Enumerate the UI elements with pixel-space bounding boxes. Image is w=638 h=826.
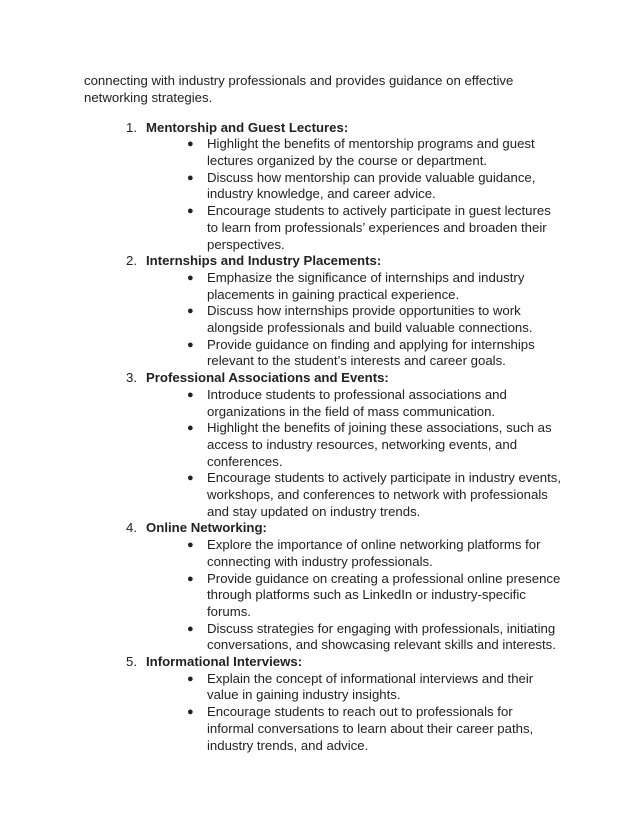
bullet-item — [84, 136, 562, 169]
bullet-dot-icon: ● — [187, 388, 194, 401]
section-number: 1. — [126, 119, 137, 135]
bullet-item — [84, 337, 562, 370]
bullet-item — [84, 420, 562, 470]
bullet-list — [84, 671, 578, 755]
numbered-list — [84, 120, 578, 755]
bullet-text: Provide guidance on creating a professional online presence through platforms such as LinkedIn or industry-specific forums. — [207, 570, 561, 619]
bullet-item — [84, 270, 562, 303]
bullet-dot-icon: ● — [187, 622, 194, 635]
list-section — [84, 520, 578, 654]
section-number: 5. — [126, 654, 137, 670]
bullet-dot-icon: ● — [187, 422, 194, 435]
bullet-text: Explain the concept of informational interviews and their value in gaining industry insights. — [207, 670, 534, 703]
section-number: 2. — [126, 253, 137, 269]
list-section — [84, 370, 578, 520]
section-title: Informational Interviews: — [146, 654, 303, 670]
bullet-text: Highlight the benefits of joining these associations, such as access to industry resources, networking events, and conferences. — [207, 420, 552, 469]
bullet-text: Explore the importance of online networking platforms for connecting with industry professionals. — [207, 537, 541, 569]
section-title: Online Networking: — [146, 520, 267, 536]
section-heading — [84, 520, 578, 537]
bullet-text: Introduce students to professional associations and organizations in the field of mass communication. — [207, 386, 507, 419]
bullet-item — [84, 571, 562, 621]
section-title: Professional Associations and Events: — [146, 370, 389, 386]
bullet-item — [84, 303, 562, 336]
bullet-dot-icon: ● — [187, 539, 194, 552]
bullet-item — [84, 203, 562, 253]
section-heading — [84, 253, 578, 270]
bullet-text: Provide guidance on finding and applying for internships relevant to the student’s interests and career goals. — [207, 336, 535, 369]
bullet-dot-icon: ● — [187, 138, 194, 151]
section-heading — [84, 654, 578, 671]
bullet-dot-icon: ● — [187, 305, 194, 318]
bullet-dot-icon: ● — [187, 472, 194, 485]
bullet-text: Discuss how internships provide opportunities to work alongside professionals and build valuable connections. — [207, 303, 533, 335]
bullet-item — [84, 621, 562, 654]
bullet-item — [84, 671, 562, 704]
bullet-text: Highlight the benefits of mentorship programs and guest lectures organized by the course or department. — [207, 136, 535, 168]
section-heading — [84, 120, 578, 137]
section-heading — [84, 370, 578, 387]
section-number: 4. — [126, 520, 137, 536]
bullet-dot-icon: ● — [187, 338, 194, 351]
bullet-list — [84, 136, 578, 253]
list-section — [84, 253, 578, 370]
bullet-dot-icon: ● — [187, 706, 194, 719]
bullet-list — [84, 387, 578, 521]
bullet-item — [84, 470, 562, 520]
bullet-text: Discuss strategies for engaging with professionals, initiating conversations, and showcasing relevant skills and interests. — [207, 620, 556, 653]
bullet-item — [84, 537, 562, 570]
bullet-list — [84, 270, 578, 370]
bullet-dot-icon: ● — [187, 271, 194, 284]
bullet-item — [84, 170, 562, 203]
bullet-item — [84, 387, 562, 420]
bullet-dot-icon: ● — [187, 205, 194, 218]
bullet-text: Discuss how mentorship can provide valuable guidance, industry knowledge, and career advice. — [207, 169, 536, 202]
section-title: Internships and Industry Placements: — [146, 253, 382, 269]
bullet-dot-icon: ● — [187, 572, 194, 585]
bullet-text: Encourage students to actively participate in guest lectures to learn from professionals’ experiences and broaden their perspectives. — [207, 203, 551, 252]
section-title: Mentorship and Guest Lectures: — [146, 119, 349, 135]
bullet-text: Encourage students to reach out to professionals for informal conversations to learn about their career paths, industry trends, and advice. — [207, 704, 534, 753]
bullet-dot-icon: ● — [187, 672, 194, 685]
bullet-dot-icon: ● — [187, 171, 194, 184]
bullet-text: Emphasize the significance of internships and industry placements in gaining practical experience. — [207, 269, 525, 302]
bullet-text: Encourage students to actively participate in industry events, workshops, and conferences to network with professionals and stay updated on industry trends. — [207, 470, 562, 519]
list-section — [84, 654, 578, 754]
bullet-item — [84, 704, 562, 754]
section-number: 3. — [126, 370, 137, 386]
bullet-list — [84, 537, 578, 654]
intro-paragraph: connecting with industry professionals and provides guidance on effective networking strategies. — [84, 73, 514, 105]
list-section — [84, 120, 578, 254]
